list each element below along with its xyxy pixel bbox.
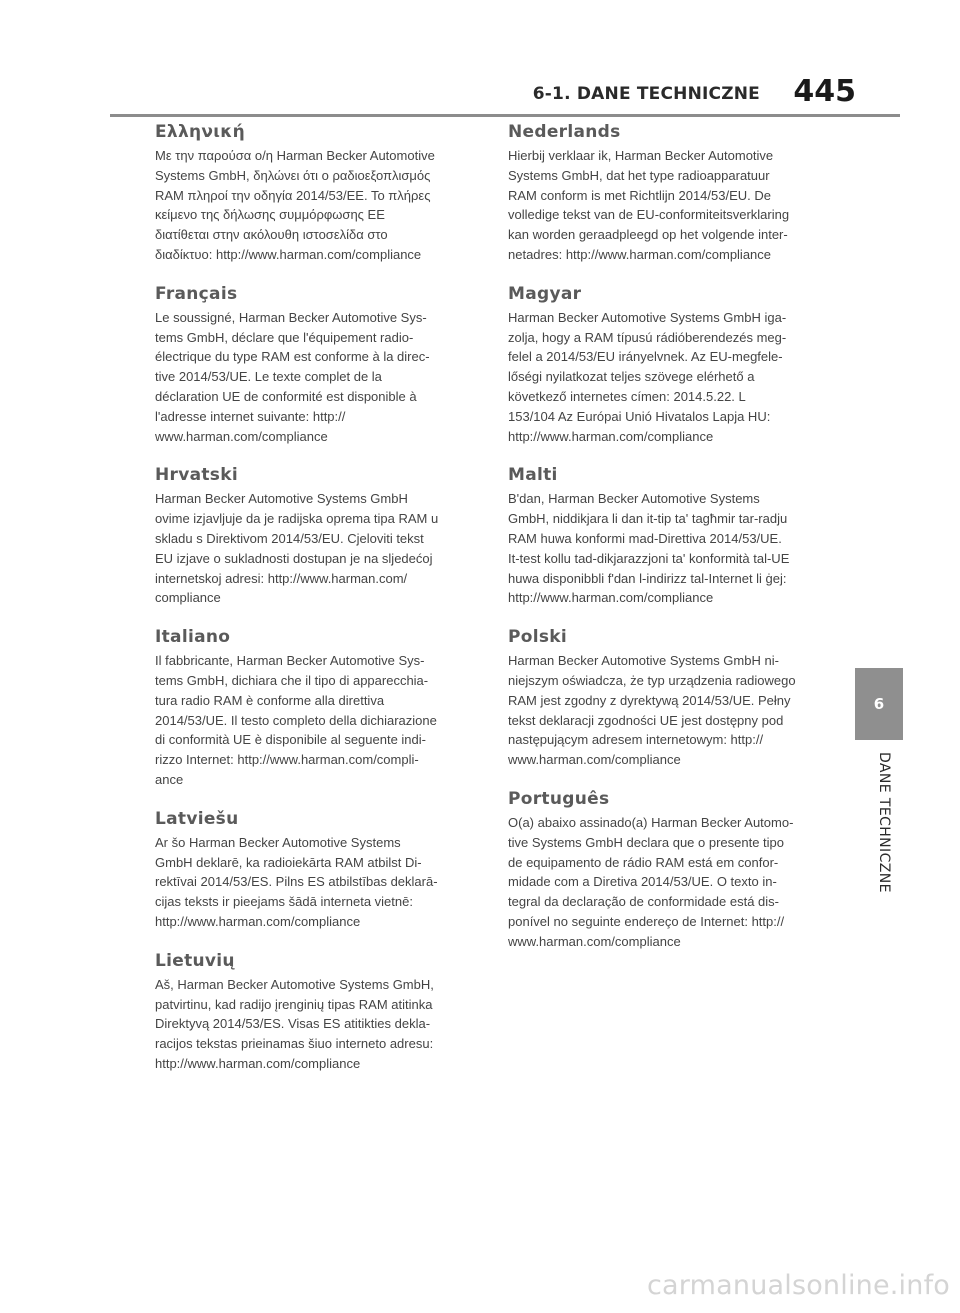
section-polish <box>508 625 873 770</box>
section-heading: Nederlands <box>508 122 621 142</box>
section-heading: Polski <box>508 627 568 648</box>
section-heading: Malti <box>508 465 558 486</box>
section-maltese <box>508 463 873 608</box>
section-text: O(a) abaixo assinado(a) Harman Becker Automo- tive Systems GmbH declara que o presente tipo de equipamento de rádio RAM está em confor- midade com a Diretiva 2014/53/UE. O texto in- tegral da declaração de conformidade está dis- ponível no seguinte endereço de Internet: http:// www.harman.com/compliance <box>508 814 794 949</box>
section-hungarian <box>508 282 873 447</box>
section-text: B'dan, Harman Becker Automotive Systems GmbH, niddikjara li dan it-tip ta' tagħmir tar-radju RAM huwa konformi mad-Direttiva 2014/53/UE. It-test kollu tad-dikjarazzjoni ta' konformità tal-UE huwa disponibbli f'dan l-indirizz tal-Internet li ġej: http://www.harman.com/compliance <box>508 491 790 606</box>
section-text: Hierbij verklaar ik, Harman Becker Automotive Systems GmbH, dat het type radioapparatuur RAM conform is met Richtlijn 2014/53/EU. De volledige tekst van de EU-conformiteitsverklaring kan worden geraadpleegd op het volgende inter- netadres: http://www.harman.com/compliance <box>508 148 790 262</box>
section-heading: Magyar <box>508 283 582 304</box>
section-greek <box>155 120 520 265</box>
left-column <box>155 120 520 1091</box>
section-heading: Lietuvių <box>155 950 235 971</box>
section-text: Aš, Harman Becker Automotive Systems GmbH, patvirtinu, kad radijo įrenginių tipas RAM atitinka Direktyvą 2014/53/ES. Visas ES atitikties dekla- racijos tekstas prieinamas šiuo interneto adresu: http://www.harman.com/compliance <box>155 976 434 1071</box>
section-heading: Ελληνική <box>155 122 246 142</box>
section-heading: Hrvatski <box>155 465 238 486</box>
right-column <box>508 120 873 969</box>
section-text: Με την παρούσα ο/η Harman Becker Automotive Systems GmbH, δηλώνει ότι ο ραδιοεξοπλισμός RAM πληροί την οδηγία 2014/53/ΕΕ. Το πλήρες κείμενο της δήλωσης συμμόρφωσης ΕΕ διατίθεται στην ακόλουθη ιστοσελίδα στο διαδίκτυο: http://www.harman.com/compliance <box>155 148 435 262</box>
section-croatian <box>155 463 520 608</box>
chapter-tab: 6 <box>855 668 903 740</box>
section-latvian <box>155 807 520 932</box>
section-text: Le soussigné, Harman Becker Automotive Sys- tems GmbH, déclare que l'équipement radio- électrique du type RAM est conforme à la direc- tive 2014/53/UE. Le texte complet de la déclaration UE de conformité est disponible à l'adresse internet suivante: http:// www.harman.com/compliance <box>155 309 430 444</box>
section-heading: Italiano <box>155 627 231 648</box>
section-italian <box>155 625 520 790</box>
section-text: Il fabbricante, Harman Becker Automotive Sys- tems GmbH, dichiara che il tipo di apparecchia- tura radio RAM è conforme alla direttiva 2014/53/UE. Il testo completo della dichiarazione di conformità UE è disponibile al seguente indi- rizzo Internet: http://www.harman.com/compli- ance <box>155 653 437 787</box>
section-french <box>155 282 520 447</box>
section-text: Harman Becker Automotive Systems GmbH iga- zolja, hogy a RAM típusú rádióberendezés meg- felel a 2014/53/EU irányelvnek. Az EU-megfele- lőségi nyilatkozat teljes szövege elérhető a következő internetes címen: 2014.5.22. L 153/104 Az Európai Unió Hivatalos Lapja HU: http://www.harman.com/compliance <box>508 309 787 444</box>
chapter-heading: 6-1. DANE TECHNICZNE <box>532 84 760 104</box>
section-heading: Português <box>508 788 610 809</box>
section-text: Harman Becker Automotive Systems GmbH ni- niejszym oświadcza, że typ urządzenia radiowego RAM jest zgodny z dyrektywą 2014/53/UE. Pełny tekst deklaracji zgodności UE jest dostępny pod następującym adresem internetowym: http:// www.harman.com/compliance <box>508 653 796 768</box>
section-heading: Latviešu <box>155 808 239 829</box>
watermark: carmanualsonline.info <box>647 1270 950 1301</box>
header-divider <box>110 114 900 117</box>
page-number: 445 <box>793 74 856 109</box>
section-text: Harman Becker Automotive Systems GmbH ovime izjavljuje da je radijska oprema tipa RAM u skladu s Direktivom 2014/53/EU. Cjeloviti tekst EU izjave o sukladnosti dostupan je na sljedećoj internetskoj adresi: http://www.harman.com/ compliance <box>155 491 439 606</box>
section-heading: Français <box>155 283 238 304</box>
section-portuguese <box>508 787 873 952</box>
section-lithuanian <box>155 949 520 1074</box>
chapter-side-label: DANE TECHNICZNE <box>876 752 892 893</box>
section-dutch <box>508 120 873 265</box>
section-text: Ar šo Harman Becker Automotive Systems GmbH deklarē, ka radioiekārta RAM atbilst Di- rektīvai 2014/53/ES. Pilns ES atbilstības deklarā- cijas teksts ir pieejams šādā interneta vietnē: http://www.harman.com/compliance <box>155 834 438 929</box>
